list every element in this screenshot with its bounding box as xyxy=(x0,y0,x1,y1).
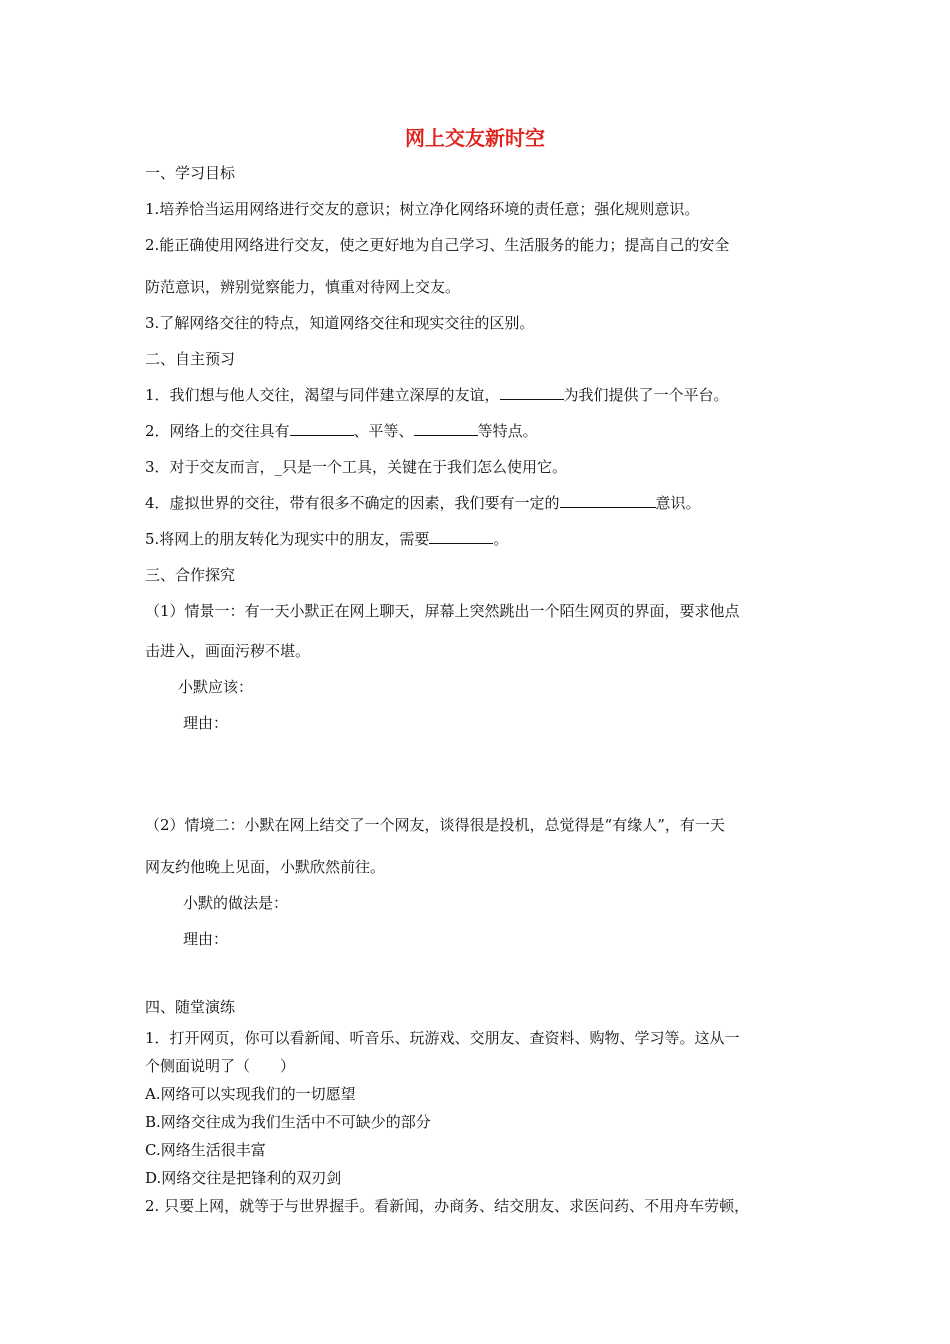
preview-question-2 xyxy=(145,420,538,442)
preview-question-5-text-a: 5.将网上的朋友转化为现实中的朋友，需要 xyxy=(145,530,430,548)
option-c: C.网络生活很丰富 xyxy=(145,1141,266,1159)
preview-question-1 xyxy=(145,384,729,406)
case-1-reason: 理由： xyxy=(183,714,229,732)
section-heading-explore: 三、合作探究 xyxy=(145,566,236,584)
goal-line-2a: 2.能正确使用网络进行交友，使之更好地为自己学习、生活服务的能力；提高自己的安全 xyxy=(145,236,730,254)
case-1-question: 小默应该： xyxy=(178,678,254,696)
preview-question-4-text-b: 意识。 xyxy=(655,494,701,512)
goal-line-1: 1.培养恰当运用网络进行交友的意识；树立净化网络环境的责任意；强化规则意识。 xyxy=(145,200,700,218)
preview-question-1-text-a: 1．我们想与他人交往，渴望与同伴建立深厚的友谊， xyxy=(145,386,500,404)
fill-blank[interactable] xyxy=(500,384,564,400)
preview-question-2-text-a: 2．网络上的交往具有 xyxy=(145,422,290,440)
practice-question-1a: 1．打开网页，你可以看新闻、听音乐、玩游戏、交朋友、查资料、购物、学习等。这从一 xyxy=(145,1029,740,1047)
option-b: B.网络交往成为我们生活中不可缺少的部分 xyxy=(145,1113,431,1131)
preview-question-3: 3．对于交友而言，_只是一个工具，关键在于我们怎么使用它。 xyxy=(145,458,568,476)
case-2-reason: 理由： xyxy=(183,930,229,948)
case-2-line-a: （2）情境二：小默在网上结交了一个网友，谈得很是投机，总觉得是“有缘人”，有一天 xyxy=(145,816,725,834)
fill-blank[interactable] xyxy=(290,420,354,436)
fill-blank[interactable] xyxy=(560,492,656,508)
preview-question-5 xyxy=(145,528,508,550)
practice-question-1b: 个侧面说明了（ ） xyxy=(145,1057,296,1075)
preview-question-1-text-b: 为我们提供了一个平台。 xyxy=(563,386,729,404)
preview-question-5-text-b: 。 xyxy=(493,530,509,548)
section-heading-preview: 二、自主预习 xyxy=(145,350,236,368)
case-1-line-b: 击进入，画面污秽不堪。 xyxy=(145,642,311,660)
section-heading-practice: 四、随堂演练 xyxy=(145,998,236,1016)
preview-question-2-text-c: 等特点。 xyxy=(477,422,538,440)
preview-question-4 xyxy=(145,492,701,514)
page-title: 网上交友新时空 xyxy=(405,126,545,150)
preview-question-4-text-a: 4．虚拟世界的交往，带有很多不确定的因素，我们要有一定的 xyxy=(145,494,560,512)
fill-blank[interactable] xyxy=(429,528,493,544)
case-1-line-a: （1）情景一：有一天小默正在网上聊天，屏幕上突然跳出一个陌生网页的界面，要求他点 xyxy=(145,602,740,620)
fill-blank[interactable] xyxy=(414,420,478,436)
section-heading-goals: 一、学习目标 xyxy=(145,164,236,182)
option-d: D.网络交往是把锋利的双刃剑 xyxy=(145,1169,342,1187)
option-a: A.网络可以实现我们的一切愿望 xyxy=(145,1085,356,1103)
goal-line-3: 3.了解网络交往的特点，知道网络交往和现实交往的区别。 xyxy=(145,314,535,332)
case-2-question: 小默的做法是： xyxy=(183,894,289,912)
goal-line-2b: 防范意识，辨别觉察能力，慎重对待网上交友。 xyxy=(145,278,461,296)
case-2-line-b: 网友约他晚上见面，小默欣然前往。 xyxy=(145,858,386,876)
preview-question-2-text-b: 、平等、 xyxy=(353,422,414,440)
practice-question-2a: 2. 只要上网，就等于与世界握手。看新闻，办商务、结交朋友、求医问药、不用舟车劳顿， xyxy=(145,1197,750,1215)
